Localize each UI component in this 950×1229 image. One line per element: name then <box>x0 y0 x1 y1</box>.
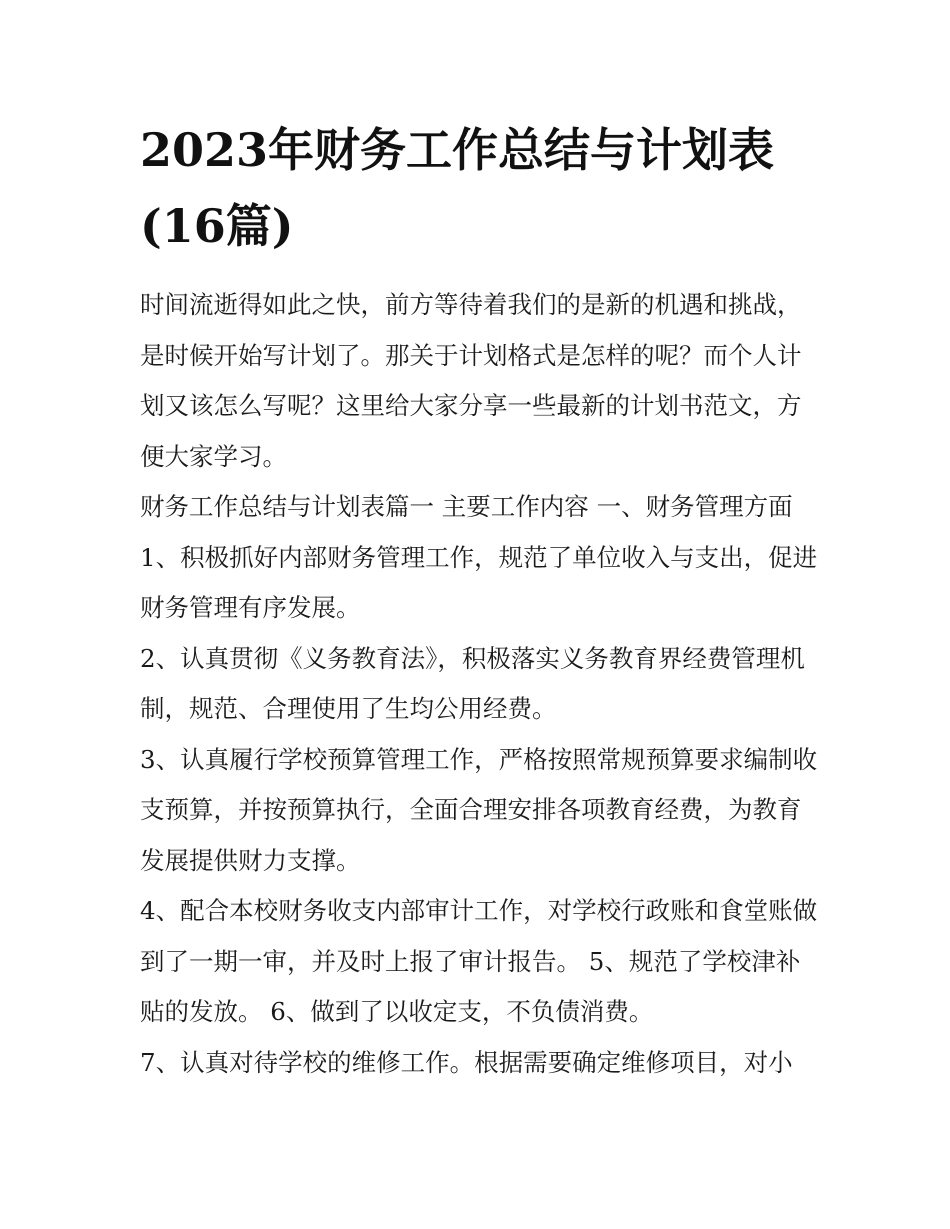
paragraph-item-1: 1、积极抓好内部财务管理工作，规范了单位收入与支出，促进财务管理有序发展。 <box>140 542 818 622</box>
paragraph-item-4-6: 4、配合本校财务收支内部审计工作，对学校行政账和食堂账做到了一期一审，并及时上报了审计报告。 5、规范了学校津补贴的发放。 6、做到了以收定支，不负债消费。 <box>140 896 818 1026</box>
paragraph-item-2: 2、认真贯彻《义务教育法》，积极落实义务教育界经费管理机制，规范、合理使用了生均公用经费。 <box>140 643 805 723</box>
title-line-1: 2023年财务工作总结与计划表 <box>140 123 775 177</box>
document-title <box>140 112 820 264</box>
paragraph-item-7: 7、认真对待学校的维修工作。根据需要确定维修项目，对小 <box>140 1047 793 1077</box>
paragraph-intro: 时间流逝得如此之快，前方等待着我们的是新的机遇和挑战，是时候开始写计划了。那关于计划格式是怎样的呢？而个人计划又该怎么写呢？这里给大家分享一些最新的计划书范文，方便大家学习。 <box>140 290 802 471</box>
paragraph-section-heading: 财务工作总结与计划表篇一 主要工作内容 一、财务管理方面 <box>140 492 793 521</box>
paragraph-item-3: 3、认真履行学校预算管理工作，严格按照常规预算要求编制收支预算，并按预算执行，全面合理安排各项教育经费，为教育发展提供财力支撑。 <box>140 744 818 875</box>
title-line-2: (16篇) <box>140 199 294 253</box>
document-body <box>140 280 820 1088</box>
